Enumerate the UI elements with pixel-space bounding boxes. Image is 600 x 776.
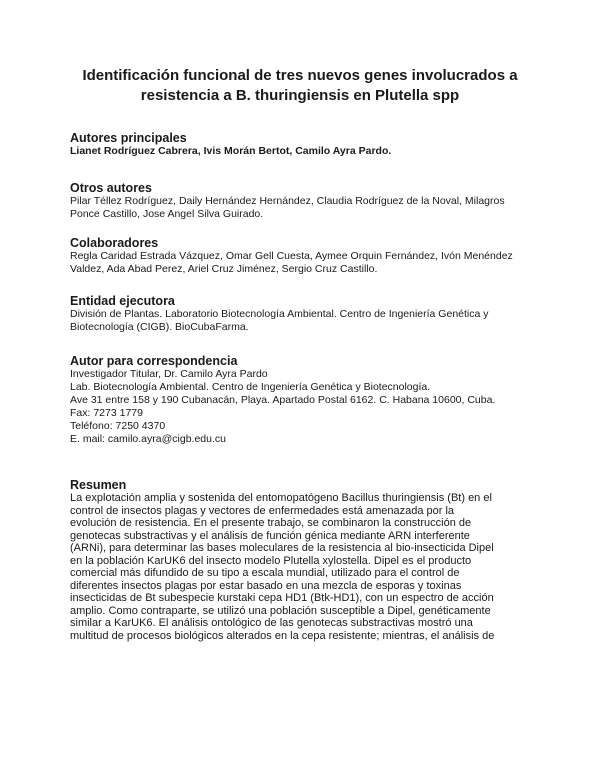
otros-autores-line-2: Ponce Castillo, Jose Angel Silva Guirado. [70, 208, 264, 220]
colaboradores-line-2: Valdez, Ada Abad Perez, Ariel Cruz Jiménez, Sergio Cruz Castillo. [70, 263, 378, 275]
resumen-line-7: comercial más difundido de su tipo a escala mundial, utilizado para el control de [70, 567, 460, 579]
resumen-line-10: amplio. Como contraparte, se utilizó una población susceptible a Dipel, genéticamente [70, 604, 491, 617]
autores-principales-text: Lianet Rodríguez Cabrera, Ivis Morán Bertot, Camilo Ayra Pardo. [70, 145, 392, 157]
resumen-line-9: insecticidas de Bt subespecie kurstaki cepa HD1 (Btk-HD1), con un espectro de acción [70, 592, 494, 604]
autor-correspondencia-section [70, 354, 530, 446]
resumen-line-2: control de insectos plagas y vectores de enfermedades está amenazada por la [70, 504, 455, 517]
correspondencia-direccion: Ave 31 entre 158 y 190 Cubanacán, Playa. Apartado Postal 6162. C. Habana 10600, Cuba. [70, 394, 496, 406]
otros-autores-section [70, 181, 530, 221]
resumen-line-3: evolución de resistencia. En el presente trabajo, se combinaron la construcción de [70, 517, 472, 529]
colaboradores-section [70, 236, 530, 276]
entidad-ejecutora-line-1: División de Plantas. Laboratorio Biotecnología Ambiental. Centro de Ingeniería Genética y [70, 308, 489, 320]
autor-correspondencia-heading: Autor para correspondencia [70, 354, 238, 368]
entidad-ejecutora-line-2: Biotecnología (CIGB). BioCubaFarma. [70, 321, 249, 333]
autores-principales-heading: Autores principales [70, 131, 187, 145]
entidad-ejecutora-section [70, 294, 530, 334]
correspondencia-laboratorio: Lab. Biotecnología Ambiental. Centro de Ingeniería Genética y Biotecnología. [70, 381, 431, 393]
resumen-line-11: similar a KarUK6. El análisis ontológico de las genotecas substractivas mostró una [70, 617, 473, 629]
correspondencia-telefono: Teléfono: 7250 4370 [70, 420, 166, 432]
otros-autores-heading: Otros autores [70, 181, 152, 195]
correspondencia-fax: Fax: 7273 1779 [70, 407, 143, 419]
resumen-heading: Resumen [70, 478, 127, 492]
document-title [60, 66, 540, 106]
resumen-line-8: diferentes insectos plagas por estar basado en una mezcla de esporas y toxinas [70, 579, 462, 592]
correspondencia-cargo: Investigador Titular, Dr. Camilo Ayra Pardo [70, 368, 268, 380]
resumen-line-6: en la población KarUK6 del insecto modelo Plutella xylostella. Dipel es el producto [70, 554, 472, 567]
correspondencia-email: E. mail: camilo.ayra@cigb.edu.cu [70, 433, 226, 445]
colaboradores-text [70, 250, 530, 276]
resumen-line-1: La explotación amplia y sostenida del entomopatógeno Bacillus thuringiensis (Bt) en el [70, 492, 492, 504]
resumen-section [70, 478, 530, 642]
otros-autores-text [70, 195, 530, 221]
entidad-ejecutora-heading: Entidad ejecutora [70, 294, 175, 308]
resumen-line-12: multitud de procesos biológicos alterados en la cepa resistente; mientras, el análisis de [70, 629, 495, 642]
autores-principales-section [70, 131, 530, 158]
autor-correspondencia-text [70, 368, 530, 446]
otros-autores-line-1: Pilar Téllez Rodríguez, Daily Hernández Hernández, Claudia Rodríguez de la Noval, Milagros [70, 195, 505, 207]
resumen-text [70, 492, 530, 642]
title-line-2: resistencia a B. thuringiensis en Plutella spp [140, 87, 460, 104]
colaboradores-heading: Colaboradores [70, 236, 159, 250]
entidad-ejecutora-text [70, 308, 530, 334]
title-line-1: Identificación funcional de tres nuevos genes involucrados a [82, 67, 518, 84]
resumen-line-5: (ARNi), para determinar las bases moleculares de la resistencia al bio-insecticida Dipel [70, 542, 494, 554]
resumen-line-4: genotecas substractivas y el análisis de función génica mediante ARN interferente [70, 529, 470, 542]
colaboradores-line-1: Regla Caridad Estrada Vázquez, Omar Gell Cuesta, Aymee Orquin Fernández, Ivón Menéndez [70, 250, 513, 262]
